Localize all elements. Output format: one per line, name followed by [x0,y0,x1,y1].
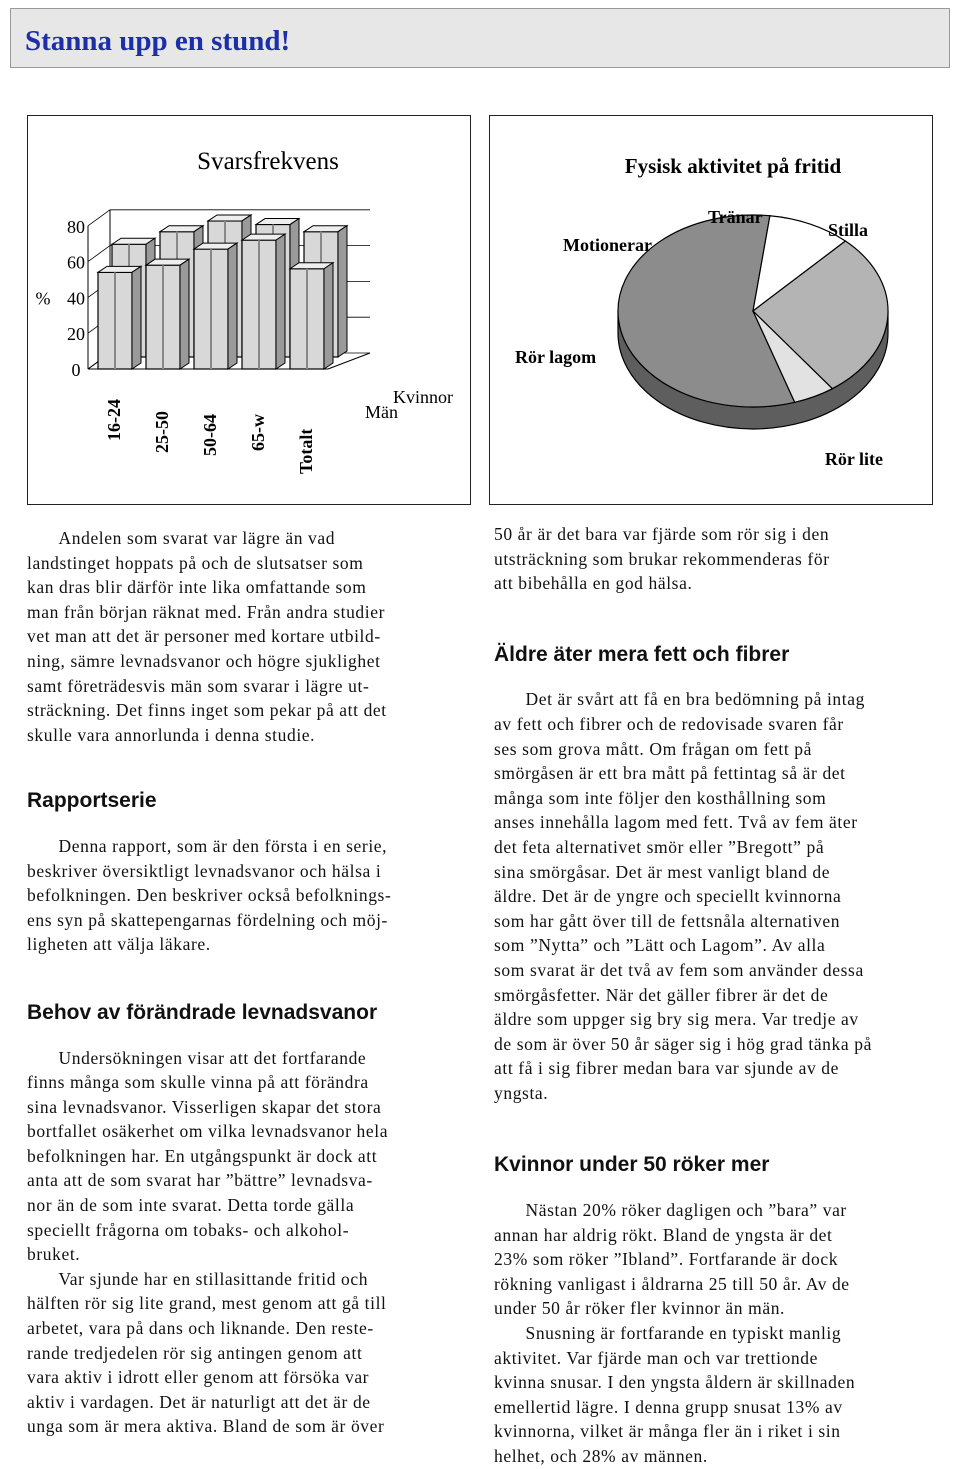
bar-man-side [324,263,333,369]
text-line: Denna rapport, som är den första i en serie, [58,835,388,856]
y-tick-label: 80 [67,216,85,237]
rapportserie-paragraph [27,834,465,957]
text-line: beskriver översiktligt levnadsvanor och hälsa i [27,860,382,881]
bar-man-side [276,234,285,369]
text-line: Det är svårt att få en bra bedömning på intag [525,689,865,710]
text-line: rande tredjedelen rör sig antingen genom att [27,1342,363,1363]
text-line: vet man att det är personer med kortare utbild- [27,626,381,647]
text-line: landstinget hoppats på och de slutsatser som [27,552,364,573]
text-line: ligheten att välja läkare. [27,934,211,955]
text-line: Andelen som svarat var lägre än vad [58,528,336,548]
text-line: finns många som skulle vinna på att förändra [27,1072,369,1093]
text-line: bruket. [27,1244,81,1265]
aldre-paragraph [494,687,932,1105]
text-line: aktiv i vardagen. Det är naturligt att det är de [27,1391,371,1412]
text-line: anses innehålla lagom med fett. Två av fem äter [494,812,858,833]
kvinnor-paragraph-1 [494,1198,932,1321]
text-line: Snusning är fortfarande en typiskt manlig [525,1323,842,1344]
bar-man-side [228,243,237,369]
text-line: äldre som uppger sig bry sig mera. Var tredje av [494,1009,859,1030]
text-line: samt företrädesvis män som svarar i lägre ut- [27,675,370,696]
text-line: att bibehålla en god hälsa. [494,573,693,594]
text-line: vara aktiv i idrott eller genom att försöka var [27,1367,370,1388]
activity-pie-chart [490,116,931,503]
heading-rapportserie: Rapportserie [27,789,157,813]
text-line: kan dras blir därför inte lika omfattande som [27,577,367,598]
text-line: att få i sig fibrer medan bara var sjunde av de [494,1058,840,1079]
bar-man-side [132,266,141,369]
text-line: helhet, och 28% av männen. [494,1446,708,1466]
x-tick-label: 65-w [248,414,268,451]
x-tick-label: Totalt [296,428,316,474]
text-line: emellertid lägre. I denna grupp snusat 13% av [494,1396,843,1417]
kvinnor-paragraph-2 [494,1321,932,1469]
text-line: 23% som röker ”Ibland”. Fortfarande är dock [494,1249,839,1270]
text-line: av fett och fibrer och de redovisade svaren får [494,713,844,734]
y-tick-label: 20 [67,324,85,345]
x-tick-label: 16-24 [104,399,124,441]
text-line: ning, sämre levnadsvanor och högre sjuklighet [27,650,381,671]
legend-man: Män [365,402,398,422]
text-line: unga som är mera aktiva. Bland de som är över [27,1416,385,1437]
text-line: som svarat är det två av fem som använder dessa [494,959,864,980]
bar-man-side [180,259,189,369]
text-line: speciellt frågorna om tobaks- och alkohol- [27,1219,350,1240]
response-rate-chart-box [27,115,471,505]
legend-kvinnor: Kvinnor [393,387,453,407]
text-line: anta att de som svarat har ”bättre” levnadsva- [27,1170,373,1191]
intro-paragraph [27,526,465,747]
tick-depth-line [88,246,110,262]
text-line: ses som grova mått. Om frågan om fett på [494,738,813,759]
heading-aldre: Äldre äter mera fett och fibrer [494,642,790,666]
text-line: aktivitet. Var fjärde man och var trettionde [494,1347,818,1368]
pie-slice-label: Rör lite [824,449,883,469]
text-line: smörgåsfetter. När det gäller fibrer är det de [494,984,829,1005]
text-line: bortfallet osäkerhet om vilka levnadsvanor hela [27,1121,389,1142]
y-tick-label: 60 [67,252,85,273]
right-text-column [494,522,932,1469]
pie-chart-group [515,154,888,469]
heading-behov: Behov av förändrade levnadsvanor [27,1000,378,1024]
text-line: smörgåsen är ett bra mått på fettintag så är det [494,763,846,784]
text-line: rökning vanligast i åldrarna 25 till 50 år. Av de [494,1273,850,1294]
text-line: de som är över 50 år säger sig i hög grad tänka på [494,1033,872,1054]
text-line: nor än de som inte svarat. Detta torde gälla [27,1195,355,1216]
text-line: ens syn på skattepengarnas fördelning och möj- [27,909,388,930]
text-line: annan har aldrig rökt. Bland de yngsta är det [494,1224,833,1245]
tick-depth-line [88,210,110,226]
text-line: som har gått över till de fettsnåla alternativen [494,910,841,931]
chart-title: Fysisk aktivitet på fritid [624,154,842,178]
pie-slice-label: Tränar [708,207,763,227]
text-line: befolkningen har. En utgångspunkt är dock att [27,1145,378,1166]
pie-slice-label: Rör lagom [515,347,597,367]
activity-chart-box [489,115,933,505]
pie-slice-label: Stilla [828,220,869,240]
behov-paragraph-1 [27,1046,465,1267]
text-line: det feta alternativet smör eller ”Bregott” på [494,836,825,857]
text-line: skulle vara annorlunda i denna studie. [27,724,316,745]
text-line: under 50 år röker fler kvinnor än män. [494,1298,786,1319]
text-line: många som inte följer den kosthållning som [494,787,827,808]
pie-slice-label: Motionerar [563,235,652,255]
continuation-paragraph [494,522,932,596]
text-line: man från början räknat med. Från andra studier [27,601,386,622]
text-line: som ”Nytta” och ”Lätt och Lagom”. Av alla [494,935,826,956]
left-text-column [27,526,465,1439]
chart-title: Svarsfrekvens [197,148,339,175]
page-title: Stanna upp en stund! [25,25,291,57]
heading-kvinnor: Kvinnor under 50 röker mer [494,1153,770,1177]
y-tick-label: 0 [71,360,81,380]
text-line: befolkningen. Den beskriver också befolknings- [27,885,392,906]
text-line: Undersökningen visar att det fortfarande [58,1047,367,1068]
text-line: yngsta. [494,1082,549,1103]
text-line: hälften rör sig lite grand, mest genom att gå till [27,1293,387,1314]
header-banner [10,8,950,68]
text-line: Nästan 20% röker dagligen och ”bara” var [525,1200,847,1221]
y-axis-label: % [35,288,51,309]
response-rate-chart [28,116,469,503]
text-line: 50 år är det bara var fjärde som rör sig i den [494,524,830,544]
y-tick-label: 40 [67,288,85,309]
behov-paragraph-2 [27,1267,465,1439]
text-line: kvinnorna, vilket är många fler än i riket i sin [494,1421,841,1442]
text-line: utsträckning som brukar rekommenderas för [494,548,830,569]
text-line: Var sjunde har en stillasittande fritid och [58,1268,369,1289]
x-tick-label: 25-50 [152,411,172,453]
text-line: kvinna snusar. I den yngsta åldern är skillnaden [494,1372,856,1393]
bar-kvinnor-side [338,226,347,357]
bar-chart-group [36,148,454,474]
text-line: sträckning. Det finns inget som pekar på att det [27,700,387,721]
text-line: arbetet, vara på dans och liknande. Den reste- [27,1318,374,1339]
text-line: sina levnadsvanor. Visserligen skapar det stora [27,1096,382,1117]
text-line: sina smörgåsar. Det är mest vanligt bland de [494,861,831,882]
text-line: äldre. Det är de yngre och speciellt kvinnorna [494,886,842,907]
x-tick-label: 50-64 [200,414,220,456]
